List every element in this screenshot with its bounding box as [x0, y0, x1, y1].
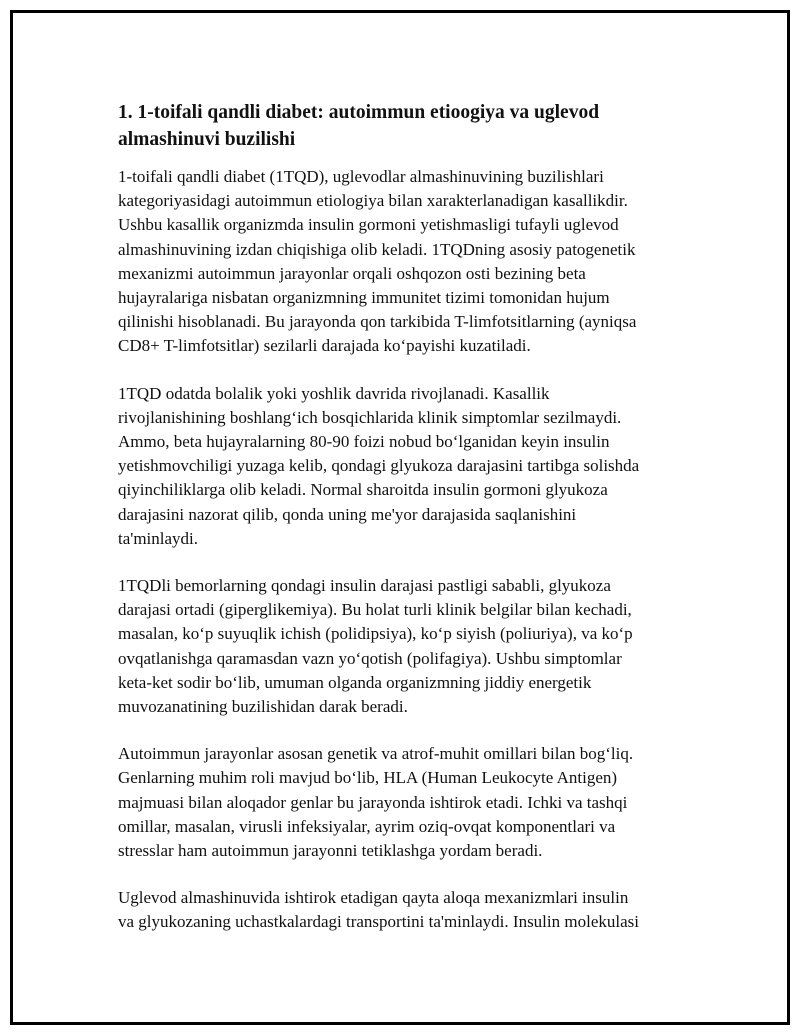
paragraph	[118, 165, 696, 359]
text-line: 1-toifali qandli diabet (1TQD), uglevodlar almashinuvining buzilishlari	[118, 167, 604, 186]
text-line: hujayralariga nisbatan organizmning immunitet tizimi tomonidan hujum	[118, 288, 610, 308]
text-line: majmuasi bilan aloqador genlar bu jarayonda ishtirok etadi. Ichki va tashqi	[118, 792, 628, 812]
text-line: muvozanatining buzilishidan darak beradi.	[118, 697, 408, 717]
section-title-line: 1. 1-toifali qandli diabet: autoimmun etioogiya va uglevod	[118, 102, 600, 123]
paragraph	[118, 382, 696, 551]
text-line: mexanizmi autoimmun jarayonlar orqali oshqozon osti bezining beta	[118, 263, 586, 283]
text-line: yetishmovchiligi yuzaga kelib, qondagi glyukoza darajasini tartibga solishda	[118, 456, 640, 476]
paragraph	[118, 574, 696, 719]
document-body	[118, 99, 696, 958]
text-line: rivojlanishining boshlangʻich bosqichlarida klinik simptomlar sezilmaydi.	[118, 407, 622, 427]
text-line: 1TQDli bemorlarning qondagi insulin darajasi pastligi sababli, glyukoza	[118, 576, 611, 596]
text-line: keta-ket sodir boʻlib, umuman olganda organizmning jiddiy energetik	[118, 672, 592, 692]
text-line: 1TQD odatda bolalik yoki yoshlik davrida rivojlanadi. Kasallik	[118, 383, 550, 403]
text-line: stresslar ham autoimmun jarayonni tetiklashga yordam beradi.	[118, 841, 543, 861]
text-line: masalan, koʻp suyuqlik ichish (polidipsiya), koʻp siyish (poliuriya), va koʻp	[118, 624, 633, 644]
text-line: Ushbu kasallik organizmda insulin gormoni yetishmasligi tufayli uglevod	[118, 215, 619, 235]
text-line: darajasi ortadi (giperglikemiya). Bu holat turli klinik belgilar bilan kechadi,	[118, 600, 632, 620]
paragraph	[118, 886, 696, 934]
text-line: qilinishi hisoblanadi. Bu jarayonda qon tarkibida T-limfotsitlarning (ayniqsa	[118, 312, 637, 332]
text-line: almashinuvining izdan chiqishiga olib keladi. 1TQDning asosiy patogenetik	[118, 239, 636, 259]
text-line: Autoimmun jarayonlar asosan genetik va atrof-muhit omillari bilan bogʻliq.	[118, 744, 634, 764]
text-line: kategoriyasidagi autoimmun etiologiya bilan xarakterlanadigan kasallikdir.	[118, 191, 628, 211]
text-line: Ammo, beta hujayralarning 80-90 foizi nobud boʻlganidan keyin insulin	[118, 432, 610, 452]
text-line: CD8+ T-limfotsitlar) sezilarli darajada koʻpayishi kuzatiladi.	[118, 336, 531, 356]
section-title	[118, 99, 696, 153]
text-line: omillar, masalan, virusli infeksiyalar, ayrim oziq-ovqat komponentlari va	[118, 816, 616, 836]
text-line: ta'minlaydi.	[118, 528, 199, 548]
text-line: va glyukozaning uchastkalardagi transportini ta'minlaydi. Insulin molekulasi	[118, 912, 639, 932]
section-title-line: almashinuvi buzilishi	[118, 129, 296, 150]
text-line: darajasini nazorat qilib, qonda uning me'yor darajasida saqlanishini	[118, 504, 577, 524]
paragraph	[118, 742, 696, 863]
text-line: Uglevod almashinuvida ishtirok etadigan qayta aloqa mexanizmlari insulin	[118, 888, 629, 908]
text-line: Genlarning muhim roli mavjud boʻlib, HLA (Human Leukocyte Antigen)	[118, 768, 618, 788]
text-line: qiyinchiliklarga olib keladi. Normal sharoitda insulin gormoni glyukoza	[118, 480, 608, 500]
page-frame	[10, 10, 790, 1025]
text-line: ovqatlanishga qaramasdan vazn yoʻqotish (polifagiya). Ushbu simptomlar	[118, 648, 622, 668]
